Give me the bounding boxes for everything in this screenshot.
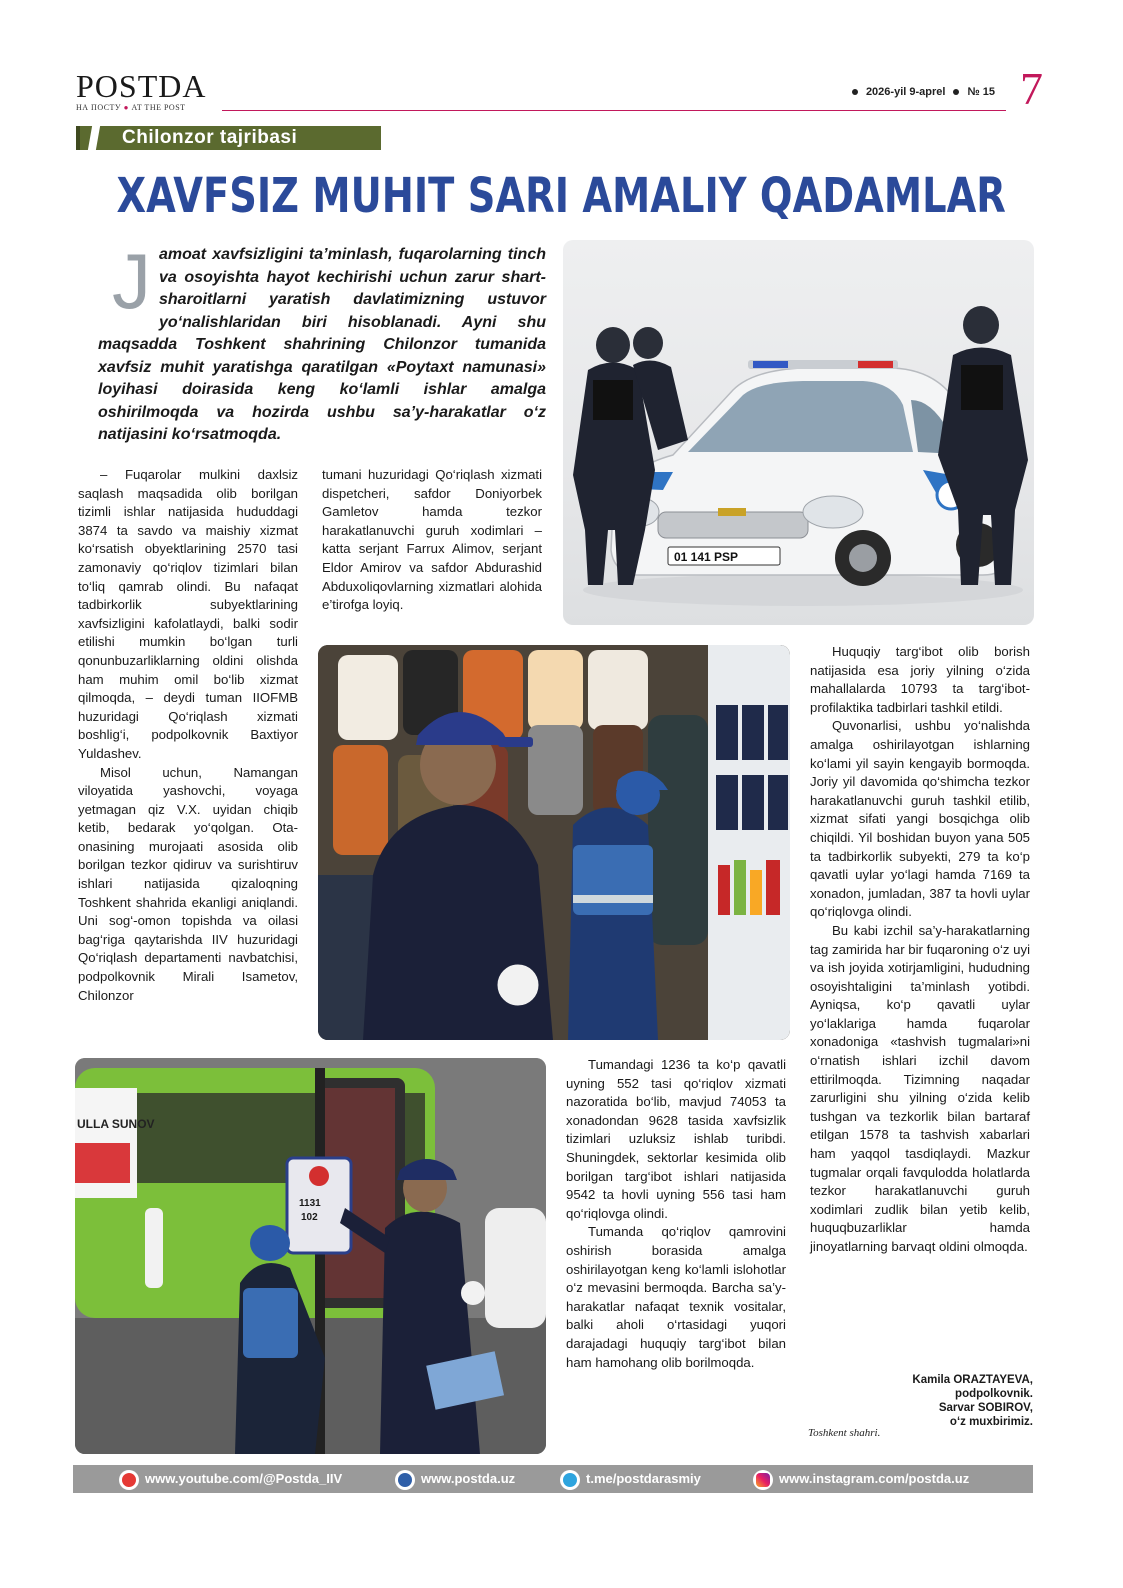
postda-logo [76,70,206,112]
body-paragraph: – Fuqarolar mulkini daxlsiz saqlash maqsadida olib borilgan tizimli ishlar natijasida hududdagi 3874 ta savdo va maishiy xizmat ko‘rsatish obyektlarining 2570 tasi zamonaviy qo‘riqlov tizimlari bilan to‘liq qamrab olindi. Bu nafaqat tadbirkorlik subyektlarining xavfsizligini kafolatlaydi, balki sodir etilishi mumkin bo‘lgan turli qonunbuzarliklarning oldini olishda ham muhim omil bo‘lib xizmat qilmoqda, – deydi tuman IIOFMB huzuridagi Qo‘riqlash xizmati boshlig‘i, podpolkovnik Baxtiyor Yuldashev. [78,467,298,761]
body-paragraph: Quvonarlisi, ushbu yo‘nalishda amalga oshirilayotgan ishlarning ko‘lami yil sayin kengayib bormoqda. Joriy yil davomida qo‘shimcha tezkor harakatlanuvchi guruh tashkil etilib, xizmat sifati yangi bosqichga olib chiqildi. Yil boshidan buyon yana 505 ta tadbirkorlik subyekti, 279 ta ko‘p qavatli uylar yo‘lagi hamda 7169 ta xonadon, jumladan, 387 ta hovli uylar qo‘riqlovga olindi. [810,718,1030,920]
body-column-4 [566,1056,786,1372]
photo-bus-stop [75,1058,546,1454]
body-paragraph: Tumanda qo‘riqlov qamrovini oshirish borasida amalga oshirilayotgan keng ko‘lamli islohotlar o‘z mevasini bermoqda. Barcha sa’y-harakatlar nafaqat texnik vositalar, balki aholi o‘rtasidagi yuqori darajadagi huquqiy targ‘ibot bilan ham hamohang olib borilmoqda. [566,1224,786,1370]
photo-store-inspection [318,645,790,1040]
body-paragraph: tumani huzuridagi Qo‘riqlash xizmati dispetcheri, safdor Doniyorbek Gamletov hamda tezkor harakatlanuvchi guruh xodimlari – katta serjant Farrux Alimov, serjant Eldor Amirov va safdor Abdurashid Abduxoliqovlarning xizmatlari alohida e’tirofga loyiq. [322,467,542,613]
body-paragraph: Bu kabi izchil sa’y-harakatlarning tag zamirida har bir fuqaroning o‘z uyi va ish joyida xotirjamligini, hududning osoyishtaligini ta’minlash yotibdi. Ayniqsa, ko‘p qavatli uylar yo‘laklariga hamda fuqarolar xonadoniga «tashvish tugmalari»ni o‘rnatish ishlari izchil davom ettirilmoqda. Tizimning naqadar zarurligini shu yilning o‘zida kelib tushgan va tezkorlik bilan bartaraf etilgan 1578 ta tashvish xabarlari ham yaqqol tasdiqlaydi. Mazkur tugmalar orqali favqulodda holatlarda tezkor harakatlanuvchi guruh xodimlari zudlik bilan yetib kelib, huquqbuzarliklar hamda jinoyatlarning barvaqt oldini olmoqda. [810,922,1030,1254]
banner-text: ULLA SUNOV [77,1117,155,1131]
section-bar [76,126,381,150]
lead-text: amoat xavfsizligini ta’minlash, fuqarolarning tinch va osoyishta hayot kechirishi uchun zarur shart-sharoitlarni yaratish davlatimizning ustuvor yo‘nalishlaridan biri hisoblanadi. Ayni shu maqsadda Toshkent shahrining Chilonzor tumanida xavfsiz muhit yaratishga qaratilgan «Poytaxt namunasi» loyihasi doirasida keng ko‘lamli ishlar amalga oshirilmoqda va hozirda ushbu sa’y-harakatlar o‘z natijasini ko‘rsatmoqda. [98,246,546,443]
youtube-url: www.youtube.com/@Postda_IIV [145,1471,343,1486]
dateline-place: Toshkent shahri. [808,1427,881,1439]
sign-number-a: 1131 [299,1198,321,1209]
logo-dot: ● [123,103,129,112]
sign-number-b: 102 [301,1212,318,1223]
issue-date: 2026-yil 9-aprel [865,86,946,98]
youtube-icon [119,1470,139,1490]
page-number: 7 [1020,63,1043,114]
logo-subtitle [76,103,206,112]
body-column-1 [78,466,298,1005]
section-bar-stripe [76,126,80,150]
telegram-link[interactable] [560,1469,701,1490]
author-1-name: Kamila ORAZTAYEVA, [912,1374,1033,1386]
author-2-name: Sarvar SOBIROV, [938,1402,1033,1414]
website-url: www.postda.uz [421,1471,516,1486]
body-paragraph: Huquqiy targ‘ibot olib borish natijasida esa joriy yilning o‘zida mahallalarda 10793 ta targ‘ibot-profilaktika tadbirlari tashkil etildi. [810,644,1030,715]
instagram-url: www.instagram.com/postda.uz [779,1471,970,1486]
author-signature [860,1373,1033,1429]
author-2-role: o‘z muxbirimiz. [949,1416,1033,1428]
bus-stop-illustration [75,1058,546,1454]
section-label: Chilonzor tajribasi [122,127,298,148]
photo-police-car [563,240,1034,625]
instagram-icon [753,1470,773,1490]
lead-paragraph [98,237,546,447]
drop-cap: J [112,237,151,325]
telegram-icon [560,1470,580,1490]
logo-name: POSTDA [76,68,207,104]
website-link[interactable] [395,1469,515,1490]
bullet [953,89,959,95]
header-rule [222,110,1006,111]
instagram-link[interactable] [753,1469,969,1490]
globe-icon [395,1470,415,1490]
telegram-url: t.me/postdarasmiy [586,1471,701,1486]
youtube-link[interactable] [119,1469,342,1490]
logo-sub-right: AT THE POST [131,103,186,112]
body-column-2 [322,466,542,615]
logo-sub-left: НА ПОСТУ [76,103,122,112]
author-1-role: podpolkovnik. [955,1388,1033,1400]
plate-text: 01 141 PSP [674,550,739,564]
body-paragraph: Tumandagi 1236 ta ko‘p qavatli uyning 552 tasi qo‘riqlov xizmati nazoratida bo‘lib, mavjud 74053 ta xonadondan 9628 tasida xavfsizlik tizimlari uzluksiz ishlab turibdi. Shuningdek, sektorlar kesimida olib borilgan targ‘ibot ishlari natijasida 9542 ta hovli uyning 556 tasi ham qo‘riqlovga olindi. [566,1057,786,1221]
police-car-illustration [563,240,1034,625]
body-paragraph: Misol uchun, Namangan viloyatida yashovchi, voyaga yetmagan qiz V.X. uyidan chiqib ketib, bedarak yo‘qolgan. Ota-onasining murojaati asosida olib borilgan tezkor qidiruv va surishtiruv ishlari natijasida qizaloqning Toshkent shahrida ekanligi aniqlandi. Uni sog‘-omon topishda va oilasi bag‘riga qaytarishda IIV huzuridagi Qo‘riqlash departamenti navbatchisi, podpolkovnik Mirali Isametov, Chilonzor [78,764,298,1003]
headline: XAVFSIZ MUHIT SARI AMALIY QADAMLAR [116,168,1006,224]
issue-number: № 15 [967,86,995,98]
body-column-3 [810,643,1030,1257]
store-illustration [318,645,790,1040]
footer-bar [73,1465,1033,1493]
issue-info [844,86,995,98]
bullet [852,89,858,95]
section-bar-slash [88,126,100,150]
